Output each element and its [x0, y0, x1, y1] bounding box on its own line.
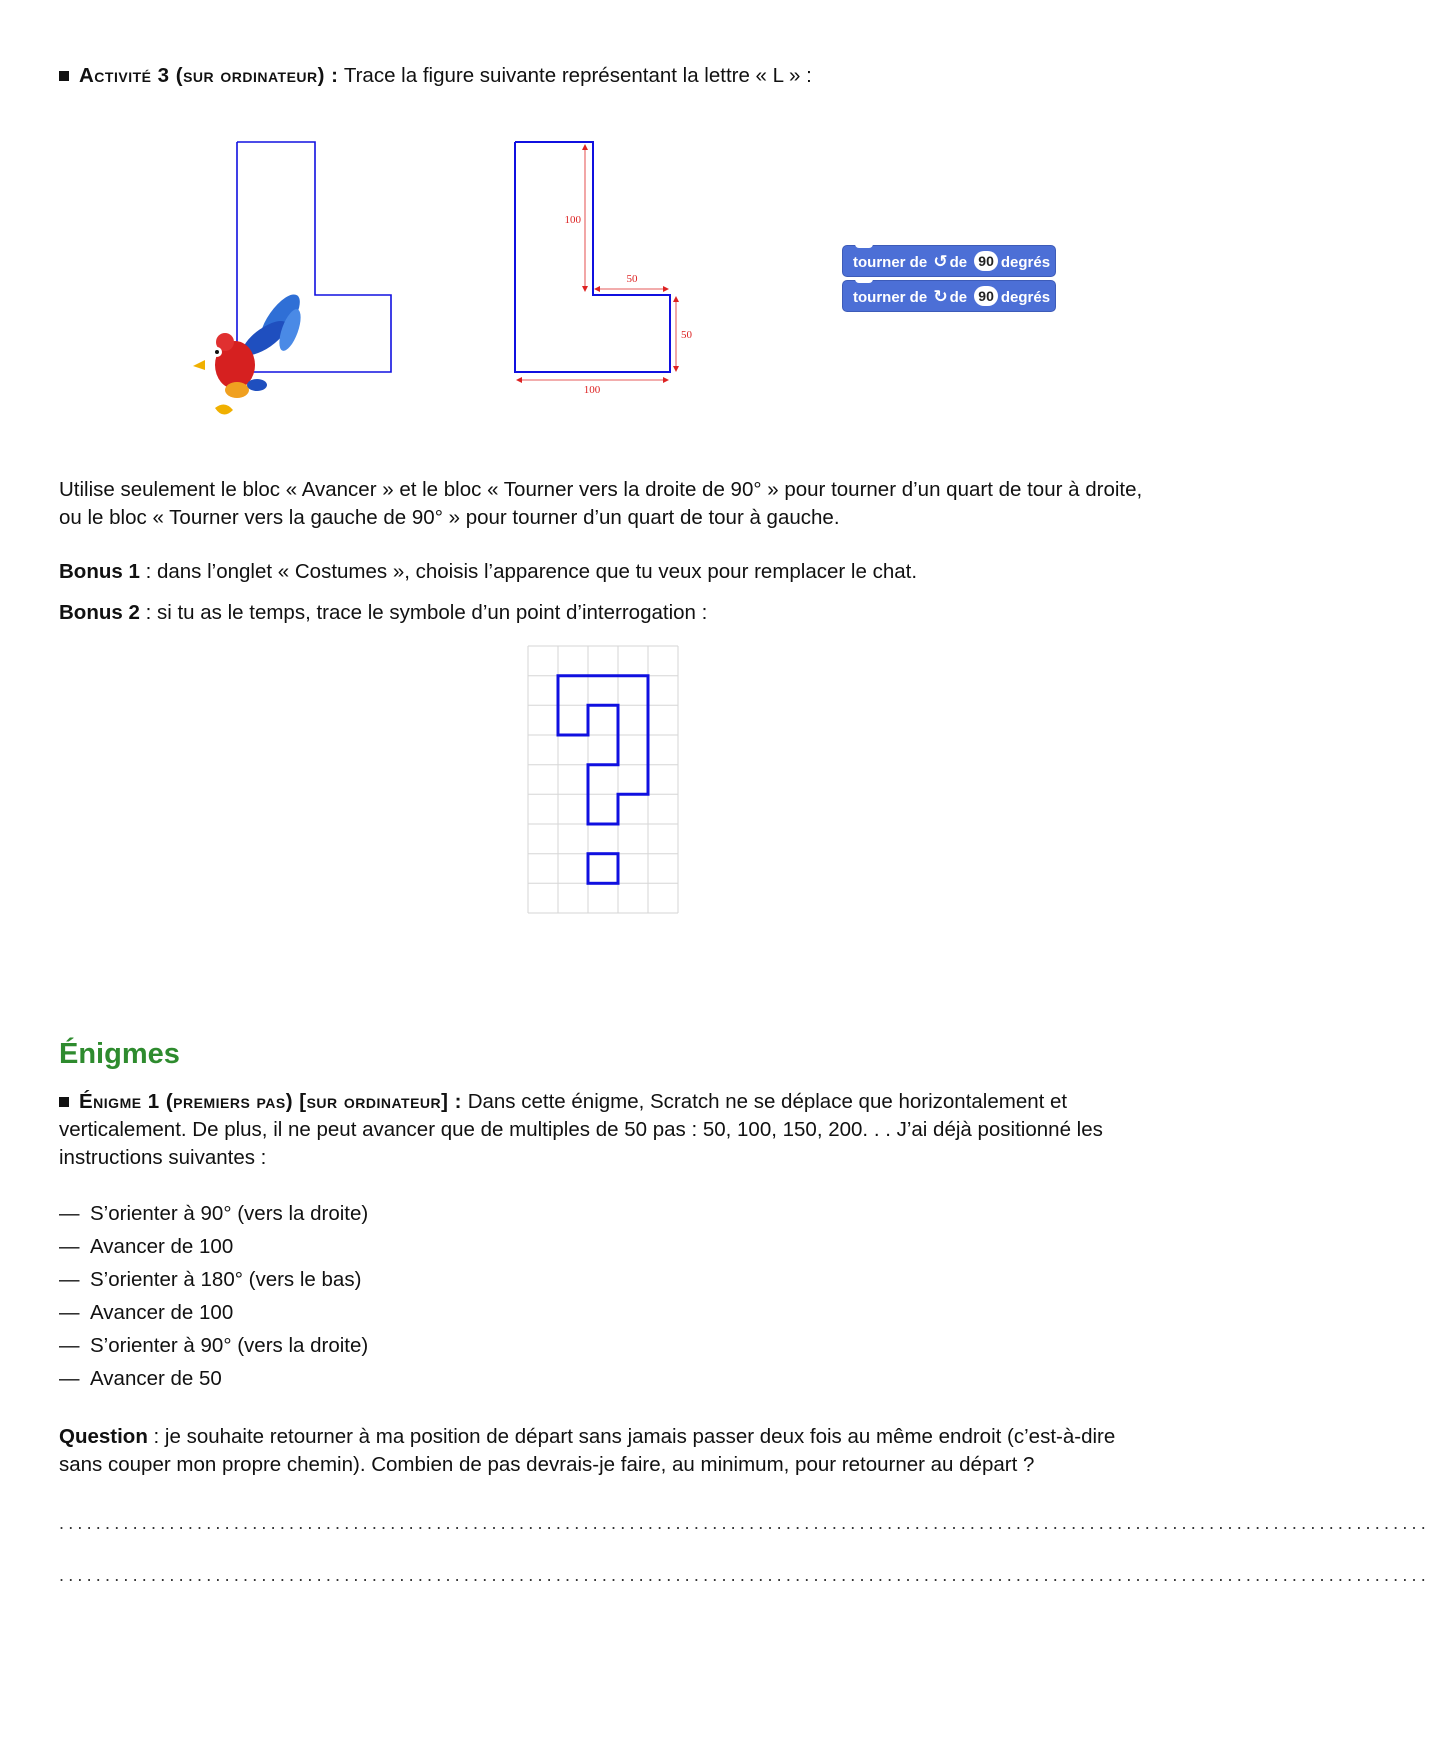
bonus1-label: Bonus 1 [59, 560, 140, 583]
turn-left-block[interactable]: tourner de ↺ de 90 degrés [842, 245, 1056, 277]
question-mark-hook-outline [558, 676, 648, 824]
dim-label-50-vertical: 50 [681, 329, 692, 341]
grid-lines [528, 646, 678, 913]
bonus2-line [59, 599, 1144, 627]
list-item: — S’orienter à 90° (vers la droite) [59, 1202, 369, 1225]
question-mark-dot-outline [588, 854, 618, 884]
l-figure-with-rooster [195, 130, 415, 430]
activity3-heading: Activité 3 (sur ordinateur) : [79, 64, 339, 87]
enigme1-heading: Énigme 1 (premiers pas) [sur ordinateur] : [79, 1090, 462, 1113]
question-mark-grid-figure [528, 646, 680, 916]
question-paragraph [59, 1423, 1144, 1479]
instructions-paragraph: Utilise seulement le bloc « Avancer » et le bloc « Tourner vers la droite de 90° » pour tourner d’un quart de tour à droite, ou le bloc « Tourner vers la gauche de 90° » pour tourner d’un quart de tour à gauche. [59, 478, 1143, 529]
square-bullet-icon [59, 71, 69, 81]
list-item: — Avancer de 50 [59, 1367, 222, 1390]
bonus2-label: Bonus 2 [59, 601, 140, 624]
list-item: — Avancer de 100 [59, 1301, 234, 1324]
dim-label-100-horizontal: 100 [583, 384, 601, 396]
scratch-turn-blocks [842, 245, 1056, 315]
rooster-icon [193, 289, 307, 415]
bonus2-text: : si tu as le temps, trace le symbole d’un point d’interrogation : [139, 601, 708, 624]
turn-right-arrow-icon: ↻ [933, 287, 948, 306]
answer-line-2[interactable]: ..................................................................................................................................................... [59, 1565, 1430, 1585]
enigme1-paragraph [59, 1088, 1144, 1172]
dim-label-50-horizontal: 50 [626, 273, 638, 285]
section-title-enigmes: Énigmes [59, 1038, 180, 1070]
l-figure-dimensioned [500, 130, 720, 400]
activity3-line [59, 62, 1144, 90]
turn-left-arrow-icon: ↺ [933, 252, 948, 271]
turn-left-degrees-input[interactable]: 90 [974, 251, 998, 271]
question-text: : je souhaite retourner à ma position de départ sans jamais passer deux fois au même endroit (c’est-à-dire sans couper mon propre chemin). Combien de pas devrais-je faire, au minimum, pour retourner au départ ? [59, 1425, 1116, 1476]
list-item: — S’orienter à 90° (vers la droite) [59, 1334, 369, 1357]
square-bullet-icon [59, 1097, 69, 1107]
l-dimensioned-outline [515, 142, 670, 372]
enigme1-text: Dans cette énigme, Scratch ne se déplace que horizontalement et verticalement. De plus, il ne peut avancer que de multiples de 50 pas : 50, 100, 150, 200. . . J’ai déjà positionné les instructions suivantes : [59, 1090, 1103, 1169]
steps-list [59, 1197, 368, 1395]
list-item: — S’orienter à 180° (vers le bas) [59, 1268, 362, 1291]
bonus1-text: : dans l’onglet « Costumes », choisis l’apparence que tu veux pour remplacer le chat. [139, 560, 918, 583]
list-item: — Avancer de 100 [59, 1235, 234, 1258]
turn-right-block[interactable]: tourner de ↻ de 90 degrés [842, 280, 1056, 312]
bonus1-line [59, 558, 1144, 586]
answer-line-1[interactable]: ..................................................................................................................................................... [59, 1513, 1430, 1533]
turn-right-degrees-input[interactable]: 90 [974, 286, 998, 306]
activity3-intro: Trace la figure suivante représentant la lettre « L » : [343, 64, 812, 87]
question-label: Question [59, 1425, 148, 1448]
dim-label-100-vertical: 100 [564, 214, 581, 226]
